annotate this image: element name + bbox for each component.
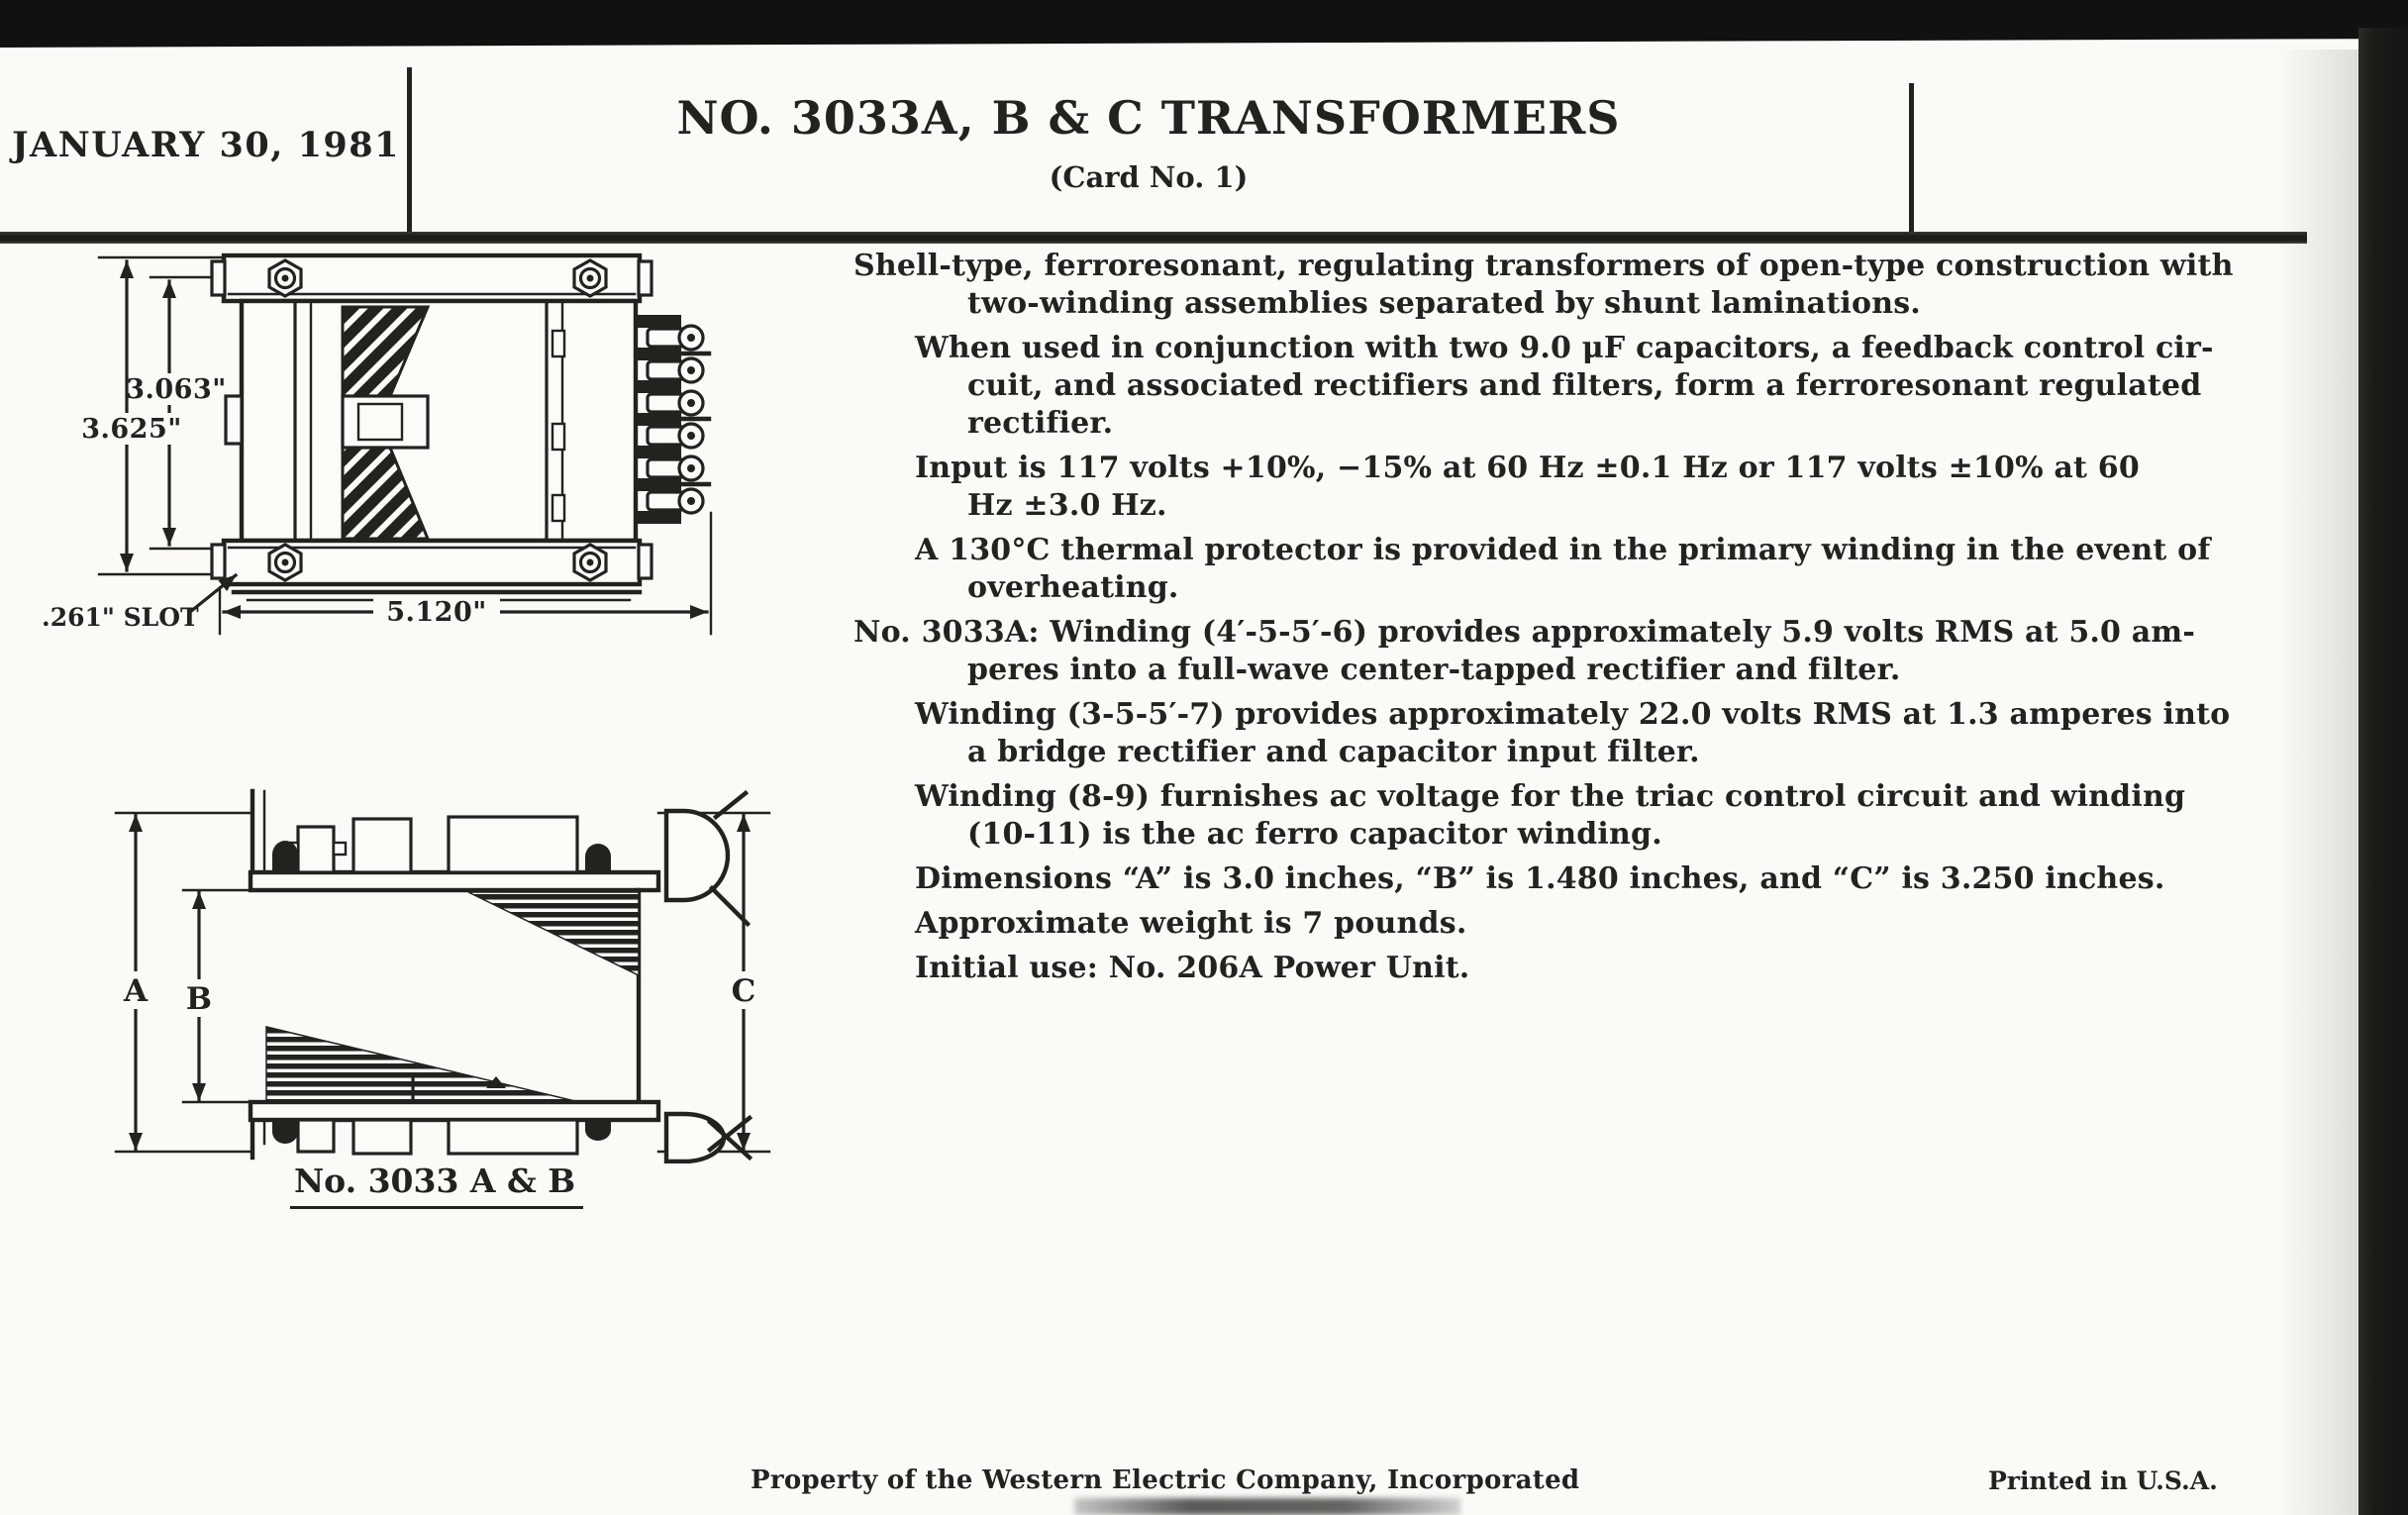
spec-line: A 130°C thermal protector is provided in the primary winding in the event of xyxy=(915,533,2211,567)
lug xyxy=(648,326,703,350)
spec-line: Input is 117 volts +10%, −15% at 60 Hz ±0.1 Hz or 117 volts ±10% at 60 xyxy=(915,451,2140,485)
top-view-unit xyxy=(212,255,652,600)
spec-line: Initial use: No. 206A Power Unit. xyxy=(915,951,1470,985)
outer-height-dimension-label: 3.625" xyxy=(81,414,182,445)
spec-line: peres into a full-wave center-tapped rectifier and filter. xyxy=(967,653,1901,687)
spec-line: (10-11) is the ac ferro capacitor winding. xyxy=(967,817,1662,852)
header-tick-right xyxy=(1909,83,1914,234)
terminal-pins xyxy=(636,315,709,524)
spec-line: rectifier. xyxy=(967,406,1114,441)
card-number: (Card No. 1) xyxy=(1049,160,1249,194)
printed-in-notice: Printed in U.S.A. xyxy=(1988,1466,2218,1495)
inner-height-dimension-label: 3.063" xyxy=(126,374,227,405)
lug xyxy=(648,424,703,448)
spec-line: cuit, and associated rectifiers and filters, form a ferroresonant regulated xyxy=(967,368,2202,403)
spec-line: Shell-type, ferroresonant, regulating transformers of open-type construction with xyxy=(853,249,2234,283)
figure-caption: No. 3033 A & B xyxy=(290,1162,583,1209)
property-notice: Property of the Western Electric Company, Incorporated xyxy=(751,1465,1580,1495)
bolt xyxy=(574,545,606,580)
header-tick-left xyxy=(407,67,412,234)
bolt xyxy=(574,260,606,296)
header-rule xyxy=(0,232,2307,244)
spec-line: No. 3033A: Winding (4′-5-5′-6) provides approximately 5.9 volts RMS at 5.0 am- xyxy=(853,615,2195,650)
spec-line: Approximate weight is 7 pounds. xyxy=(915,906,1467,941)
slot-label: .261" SLOT xyxy=(42,603,199,632)
width-dimension-label: 5.120" xyxy=(386,597,487,628)
dimension-c-label: C xyxy=(731,973,756,1009)
scan-right-edge xyxy=(2358,28,2408,1515)
spec-line: Hz ±3.0 Hz. xyxy=(967,488,1167,523)
header-title-block xyxy=(455,91,1842,194)
spec-text-block xyxy=(853,248,2317,987)
side-view-unit xyxy=(251,791,750,1162)
spec-line: Winding (8-9) furnishes ac voltage for the triac control circuit and winding xyxy=(915,779,2186,814)
scan-bottom-smudge xyxy=(1074,1498,1460,1515)
lug xyxy=(648,391,703,415)
page-title: NO. 3033A, B & C TRANSFORMERS xyxy=(676,91,1621,145)
lug xyxy=(648,456,703,480)
slot-callout xyxy=(42,575,236,632)
bolt xyxy=(269,545,301,580)
bolt xyxy=(269,260,301,296)
spec-line: Dimensions “A” is 3.0 inches, “B” is 1.480 inches, and “C” is 3.250 inches. xyxy=(915,861,2165,896)
top-view-drawing xyxy=(40,248,752,644)
lug xyxy=(648,358,703,382)
lug xyxy=(648,489,703,513)
side-view-drawing xyxy=(104,787,787,1163)
spec-line: When used in conjunction with two 9.0 μF capacitors, a feedback control cir- xyxy=(915,331,2214,365)
spec-line: a bridge rectifier and capacitor input filter. xyxy=(967,735,1700,769)
issue-date: JANUARY 30, 1981 xyxy=(12,125,400,165)
spec-line: overheating. xyxy=(967,570,1179,605)
spec-line: Winding (3-5-5′-7) provides approximately 22.0 volts RMS at 1.3 amperes into xyxy=(915,697,2231,732)
spec-line: two-winding assemblies separated by shunt laminations. xyxy=(967,286,1921,321)
scan-top-edge xyxy=(0,0,2408,50)
dimension-b-label: B xyxy=(185,981,213,1017)
dimension-a-label: A xyxy=(123,973,149,1009)
